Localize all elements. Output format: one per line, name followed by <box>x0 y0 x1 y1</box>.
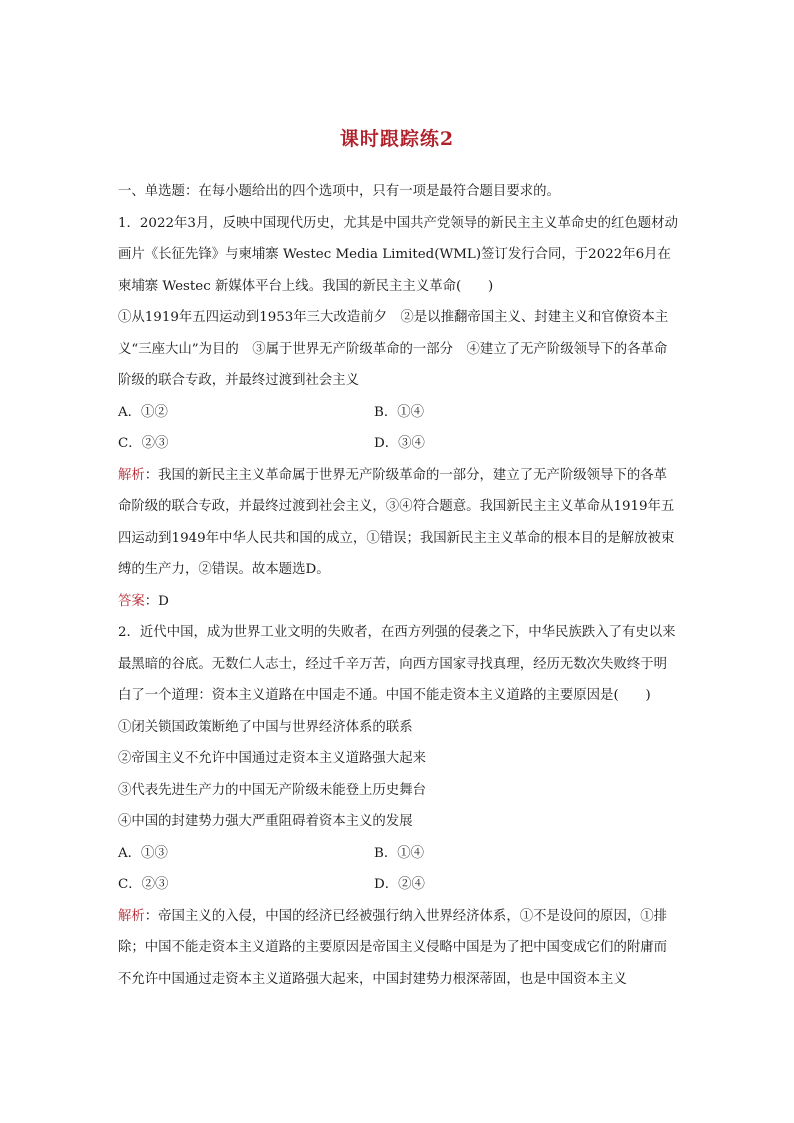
question-1-option-d: D．③④ <box>374 436 425 451</box>
section-heading: 一、单选题：在每小题给出的四个选项中，只有一项是最符合题目要求的。 <box>118 184 560 199</box>
question-2-stem: 2．近代中国，成为世界工业文明的失败者，在西方列强的侵袭之下，中华民族跌入了有史以来最黑暗的谷底。无数仁人志士，经过千辛万苦，向西方国家寻找真理，经历无数次失败终于明白了一个道理：资本主义道路在中国走不通。中国不能走资本主义道路的主要原因是( ) <box>118 625 676 703</box>
question-2-analysis <box>118 901 678 996</box>
question-1-option-c: C．②③ <box>118 436 169 451</box>
question-2-statement-2: ②帝国主义不允许中国通过走资本主义道路强大起来 <box>118 751 426 766</box>
answer-label: 答案 <box>118 593 145 609</box>
question-2-statement-4: ④中国的封建势力强大严重阻碍着资本主义的发展 <box>118 814 413 829</box>
document-body <box>118 176 678 995</box>
question-2-statement-3: ③代表先进生产力的中国无产阶级未能登上历史舞台 <box>118 782 426 798</box>
question-1-stem: 1．2022年3月，反映中国现代历史，尤其是中国共产党领导的新民主主义革命史的红色题材动画片《长征先锋》与柬埔寨 Westec Media Limited(WML)签订发行合同，于2022年6月在柬埔寨 Westec 新媒体平台上线。我国的新民主主义革命( ) <box>118 215 678 294</box>
question-2-statement-1: ①闭关锁国政策断绝了中国与世界经济体系的联系 <box>118 719 413 735</box>
question-1-options-row-2 <box>118 428 678 460</box>
question-2-option-a: A．①③ <box>118 845 168 861</box>
analysis-label: 解析 <box>118 908 145 924</box>
question-2-option-d: D．②④ <box>374 877 425 892</box>
question-1-option-b: B．①④ <box>374 404 425 420</box>
page-title: 课时跟踪练2 <box>339 128 455 150</box>
question-2-options-row-2 <box>118 869 678 901</box>
question-1-options-row-1 <box>118 397 678 429</box>
answer-text: ：D <box>144 593 169 609</box>
question-1-answer <box>118 586 678 618</box>
analysis-text: ：帝国主义的入侵，中国的经济已经被强行纳入世界经济体系，①不是设问的原因，①排除；中国不能走资本主义道路的主要原因是帝国主义侵略中国是为了把中国变成它们的附庸而不允许中国通过走资本主义道路强大起来，中国封建势力根深蒂固，也是中国资本主义 <box>118 908 668 987</box>
question-2-option-c: C．②③ <box>118 877 169 892</box>
question-1-statements: ①从1919年五四运动到1953年三大改造前夕 ②是以推翻帝国主义、封建主义和官僚资本主义“三座大山”为目的 ③属于世界无产阶级革命的一部分 ④建立了无产阶级领导下的各革命阶级的联合专政，并最终过渡到社会主义 <box>118 310 669 388</box>
question-1-option-a: A．①② <box>118 404 168 420</box>
analysis-label: 解析 <box>118 467 145 483</box>
analysis-text: ：我国的新民主主义革命属于世界无产阶级革命的一部分，建立了无产阶级领导下的各革命阶级的联合专政，并最终过渡到社会主义，③④符合题意。我国新民主主义革命从1919年五四运动到1949年中华人民共和国的成立，①错误；我国新民主主义革命的根本目的是解放被束缚的生产力，②错误。故本题选D。 <box>118 467 675 577</box>
question-2-options-row-1 <box>118 838 678 870</box>
question-1-analysis <box>118 460 678 586</box>
question-2-option-b: B．①④ <box>374 845 425 861</box>
